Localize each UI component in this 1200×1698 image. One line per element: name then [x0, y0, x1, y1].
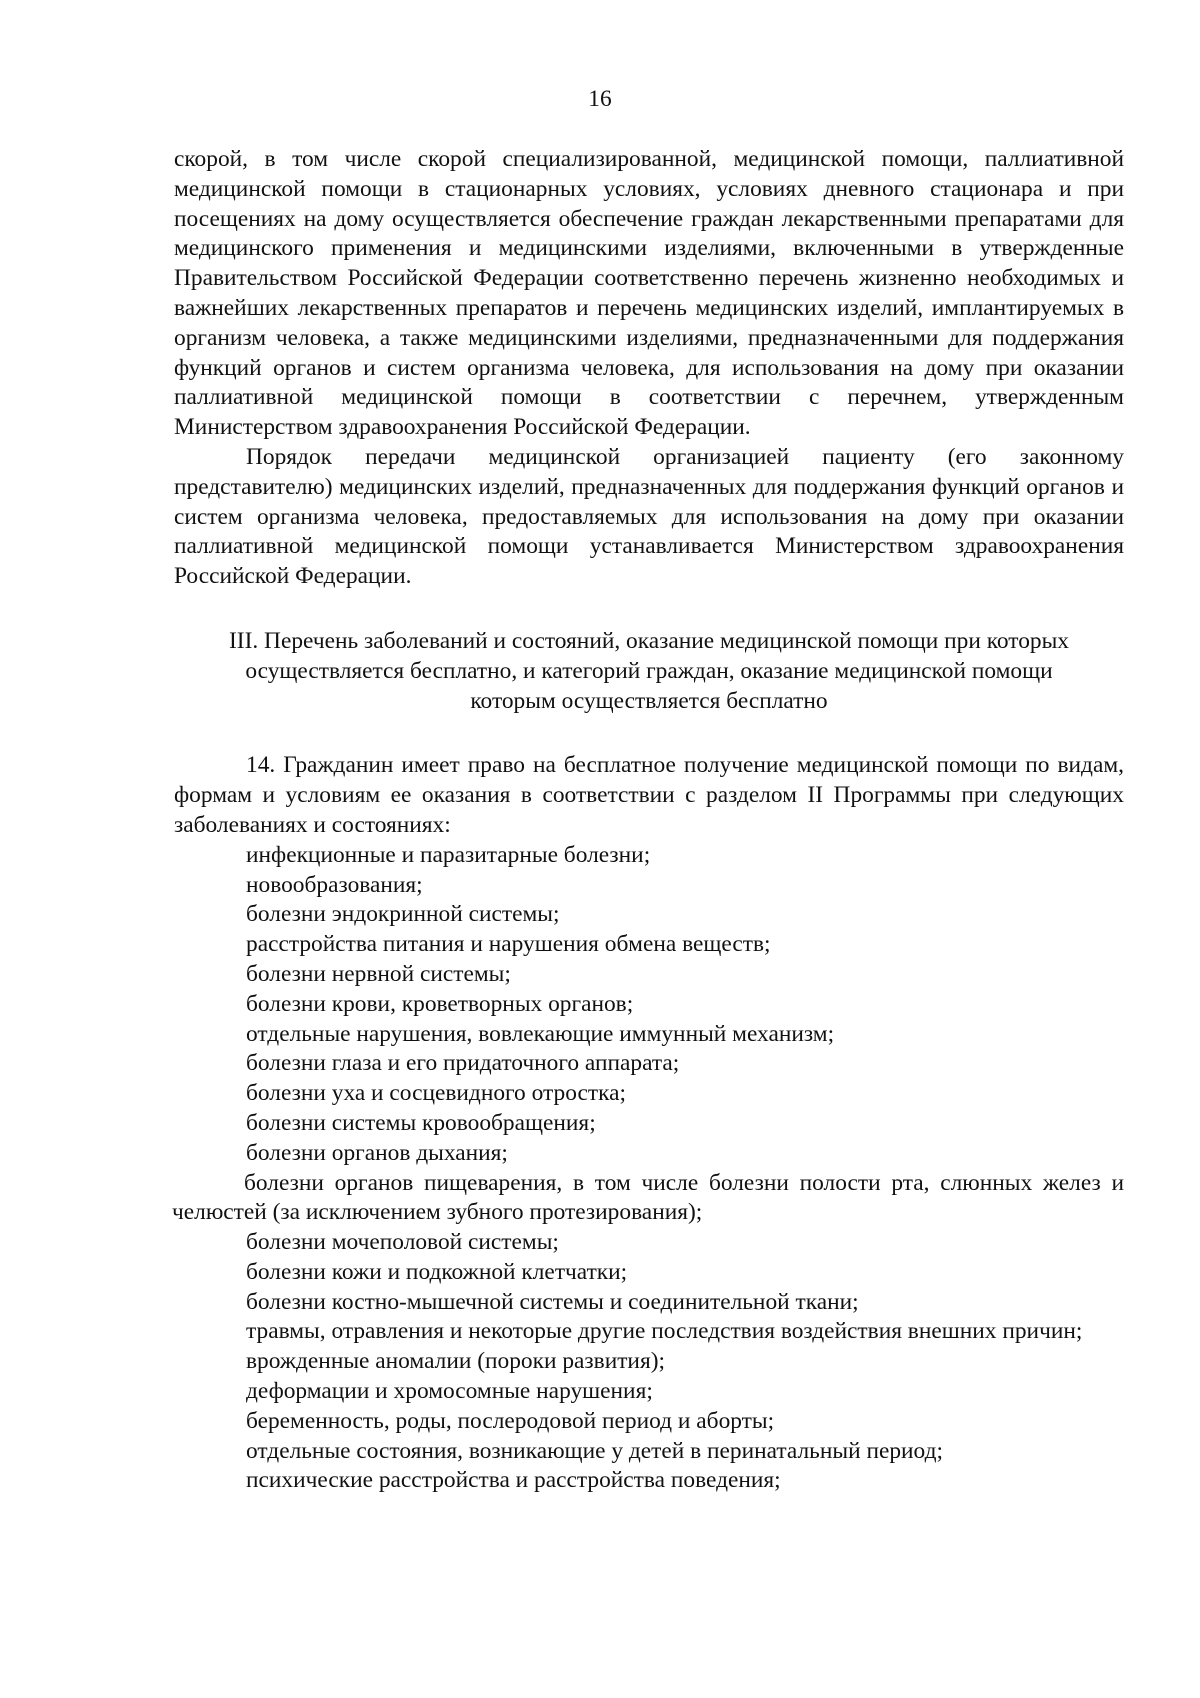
list-item: болезни уха и сосцевидного отростка;	[246, 1080, 626, 1107]
list-item: беременность, роды, послеродовой период и аборты;	[246, 1407, 775, 1434]
list-item: болезни органов дыхания;	[246, 1139, 508, 1166]
list-item: болезни костно-мышечной системы и соединительной ткани;	[246, 1288, 859, 1315]
conditions-list	[174, 841, 1124, 1497]
list-item: психические расстройства и расстройства поведения;	[246, 1467, 781, 1494]
paragraph-14: 14. Гражданин имеет право на бесплатное получение медицинской помощи по видам, формам и условиям ее оказания в соответствии с разделом II Программы при следующих заболеваниях и состояниях:	[174, 752, 1124, 838]
list-item: болезни органов пищеварения, в том числе болезни полости рта, слюнных желез и челюстей (за исключением зубного протезирования);	[172, 1169, 1124, 1226]
list-item: отдельные состояния, возникающие у детей в перинатальный период;	[246, 1437, 943, 1464]
list-item: деформации и хромосомные нарушения;	[246, 1378, 653, 1405]
list-item: отдельные нарушения, вовлекающие иммунный механизм;	[246, 1020, 835, 1047]
paragraph-transfer-procedure: Порядок передачи медицинской организацией пациенту (его законному представителю) медицинских изделий, предназначенных для поддержания функций органов и систем организма человека, предоставляемых для использования на дому при оказании паллиативной медицинской помощи устанавливается Министерством здравоохранения Российской Федерации.	[174, 443, 1124, 590]
list-item: болезни глаза и его придаточного аппарата;	[246, 1050, 680, 1077]
paragraph-medical-supplies: скорой, в том числе скорой специализированной, медицинской помощи, паллиативной медицинской помощи в стационарных условиях, условиях дневного стационара и при посещениях на дому осуществляется обеспечение граждан лекарственными препаратами для медицинского применения и медицинскими изделиями, включенными в утвержденные Правительством Российской Федерации соответственно перечень жизненно необходимых и важнейших лекарственных препаратов и перечень медицинских изделий, имплантируемых в организм человека, а также медицинскими изделиями, предназначенными для поддержания функций органов и систем организма человека, для использования на дому при оказании паллиативной медицинской помощи в соответствии с перечнем, утвержденным Министерством здравоохранения Российской Федерации.	[174, 146, 1124, 441]
page-number: 16	[588, 86, 612, 112]
list-item: болезни мочеполовой системы;	[246, 1229, 559, 1256]
list-item: болезни системы кровообращения;	[246, 1109, 596, 1136]
list-item: болезни эндокринной системы;	[246, 901, 560, 928]
document-body	[174, 145, 1124, 1496]
list-item: болезни кожи и подкожной клетчатки;	[246, 1258, 628, 1285]
list-item: новообразования;	[246, 871, 423, 898]
section-title: III. Перечень заболеваний и состояний, оказание медицинской помощи при которых осуществляется бесплатно, и категорий граждан, оказание медицинской помощи которым осуществляется бесплатно	[228, 627, 1069, 714]
list-item: болезни крови, кроветворных органов;	[246, 990, 634, 1017]
list-item: врожденные аномалии (пороки развития);	[246, 1348, 665, 1375]
list-item: расстройства питания и нарушения обмена веществ;	[246, 931, 771, 958]
list-item: травмы, отравления и некоторые другие последствия воздействия внешних причин;	[246, 1318, 1083, 1345]
list-item: инфекционные и паразитарные болезни;	[246, 841, 651, 868]
list-item: болезни нервной системы;	[246, 960, 511, 987]
